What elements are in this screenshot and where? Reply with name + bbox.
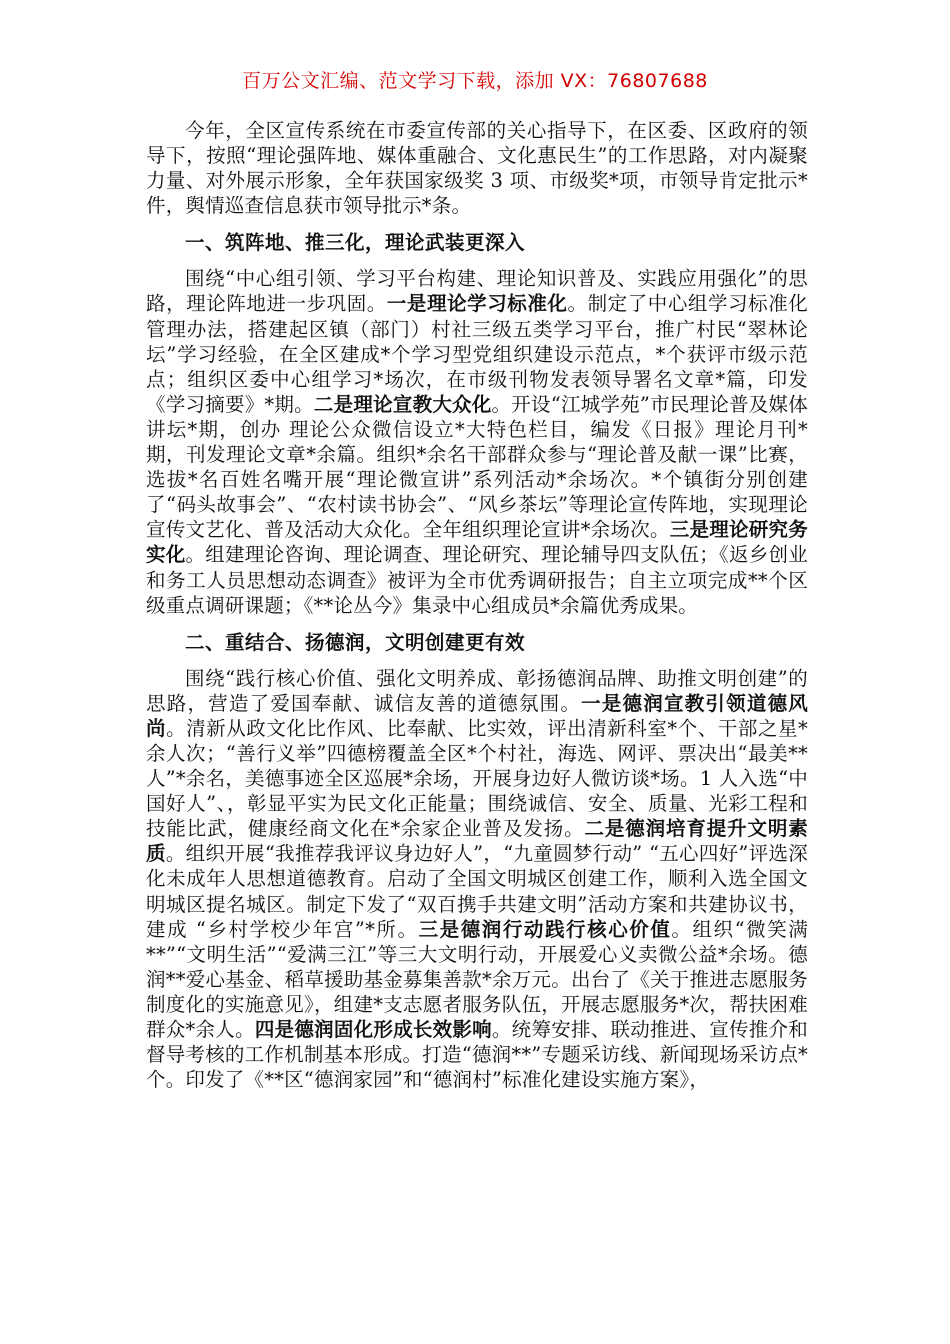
section-2-text: 。清新从政文化比作风、比奉献、比实效，评出清新科室*个、干部之星*余人次；“善行义举”四德榜覆盖全区*个村社，海选、网评、票决出“最美**人”*余名，美德事迹全区巡展*余场，开展身边好人微访谈*场。1 人入选“中国好人”、，彰显平实为民文化正能量；围绕诚信、安全、质量、光彩工程和技能比武，健康经商文化在*余家企业普及发扬。 [146, 716, 808, 841]
section-1-paragraph [146, 266, 808, 617]
section-2-heading: 二、重结合、扬德润，文明创建更有效 [185, 630, 526, 654]
document-body [146, 118, 808, 1092]
intro-paragraph: 今年，全区宣传系统在市委宣传部的关心指导下，在区委、区政府的领导下，按照“理论强阵地、媒体重融合、文化惠民生”的工作思路，对内凝聚力量、对外展示形象，全年获国家级奖 3 项、市级奖*项，市领导肯定批示*件，舆情巡查信息获市领导批示*条。 [146, 119, 808, 218]
section-1-text: 。制定了中心组学习标准化管理办法，搭建起区镇（部门）村社三级五类学习平台，推广村民“翠林论坛”学习经验，在全区建成*个学习型党组织建设示范点，*个获评市级示范点；组织区委中心组学习*场次，在市级刊物发表领导署名文章*篇，印发《学习摘要》*期。 [146, 292, 808, 416]
download-banner: 百万公文汇编、范文学习下载，添加 VX：76807688 [242, 70, 708, 92]
section-2-text: 。统筹安排、联动推进、宣传推介和督导考核的工作机制基本形成。打造“德润**”专题采访线、新闻现场采访点*个。印发了《**区“德润家园”和“德润村”标准化建设实施方案》， [146, 1018, 809, 1092]
section-1-point-1: 一是理论学习标准化 [386, 292, 568, 316]
section-2-point-1: 一是德润宣教引领道德风尚 [146, 691, 809, 740]
section-2-point-2: 二是德润培育提升文明素质 [146, 817, 808, 866]
section-1-heading: 一、筑阵地、推三化，理论武装更深入 [185, 231, 526, 255]
section-1-point-2: 二是理论宣教大众化 [313, 392, 492, 416]
section-1-text: 围绕“中心组引领、学习平台构建、理论知识普及、实践应用强化”的思路，理论阵地进一步巩固。 [146, 267, 808, 316]
section-2-text: 围绕“践行核心价值、强化文明养成、彰扬德润品牌、助推文明创建”的思路，营造了爱国奉献、诚信友善的道德氛围。 [146, 666, 808, 715]
section-1-point-3: 三是理论研究务实化 [146, 518, 809, 567]
section-1-text: 。组建理论咨询、理论调查、理论研究、理论辅导四支队伍；《返乡创业和务工人员思想动态调查》被评为全市优秀调研报告；自主立项完成**个区级重点调研课题；《**论丛今》集录中心组成员*余篇优秀成果。 [146, 543, 809, 617]
section-2-point-4: 四是德润固化形成长效影响 [254, 1018, 492, 1041]
section-2-paragraph [146, 666, 808, 1093]
section-2-point-3: 三是德润行动践行核心价值 [418, 917, 672, 941]
section-2-text: 。组织开展“我推荐我评议身边好人”，“九童圆梦行动” “五心四好”评选深化未成年人思想道德教育。启动了全国文明城区创建工作，顺利入选全国文明城区提名城区。制定下发了“双百携手共建文明”活动方案和共建协议书，建成 “乡村学校少年宫”*所。 [146, 842, 809, 941]
section-1-text: 。开设“江城学苑”市民理论普及媒体讲坛*期，创办 理论公众微信设立*大特色栏目，编发《日报》理论月刊*期，刊发理论文章*余篇。组织*余名干部群众参与“理论普及献一课”比赛，选拔*名百姓名嘴开展“理论微宣讲”系列活动*余场次。*个镇街分别创建了“码头故事会”、“农村读书协会”、“风乡茶坛”等理论宣传阵地，实现理论宣传文艺化、普及活动大众化。全年组织理论宣讲*余场次。 [146, 392, 808, 542]
section-2-text: 。组织“微笑满**”“文明生活”“爱满三江”等三大文明行动，开展爱心义卖微公益*余场。德润**爱心基金、稻草援助基金募集善款*余万元。出台了《关于推进志愿服务制度化的实施意见》，组建*支志愿者服务队伍，开展志愿服务*次，帮扶困难群众*余人。 [146, 917, 808, 1041]
